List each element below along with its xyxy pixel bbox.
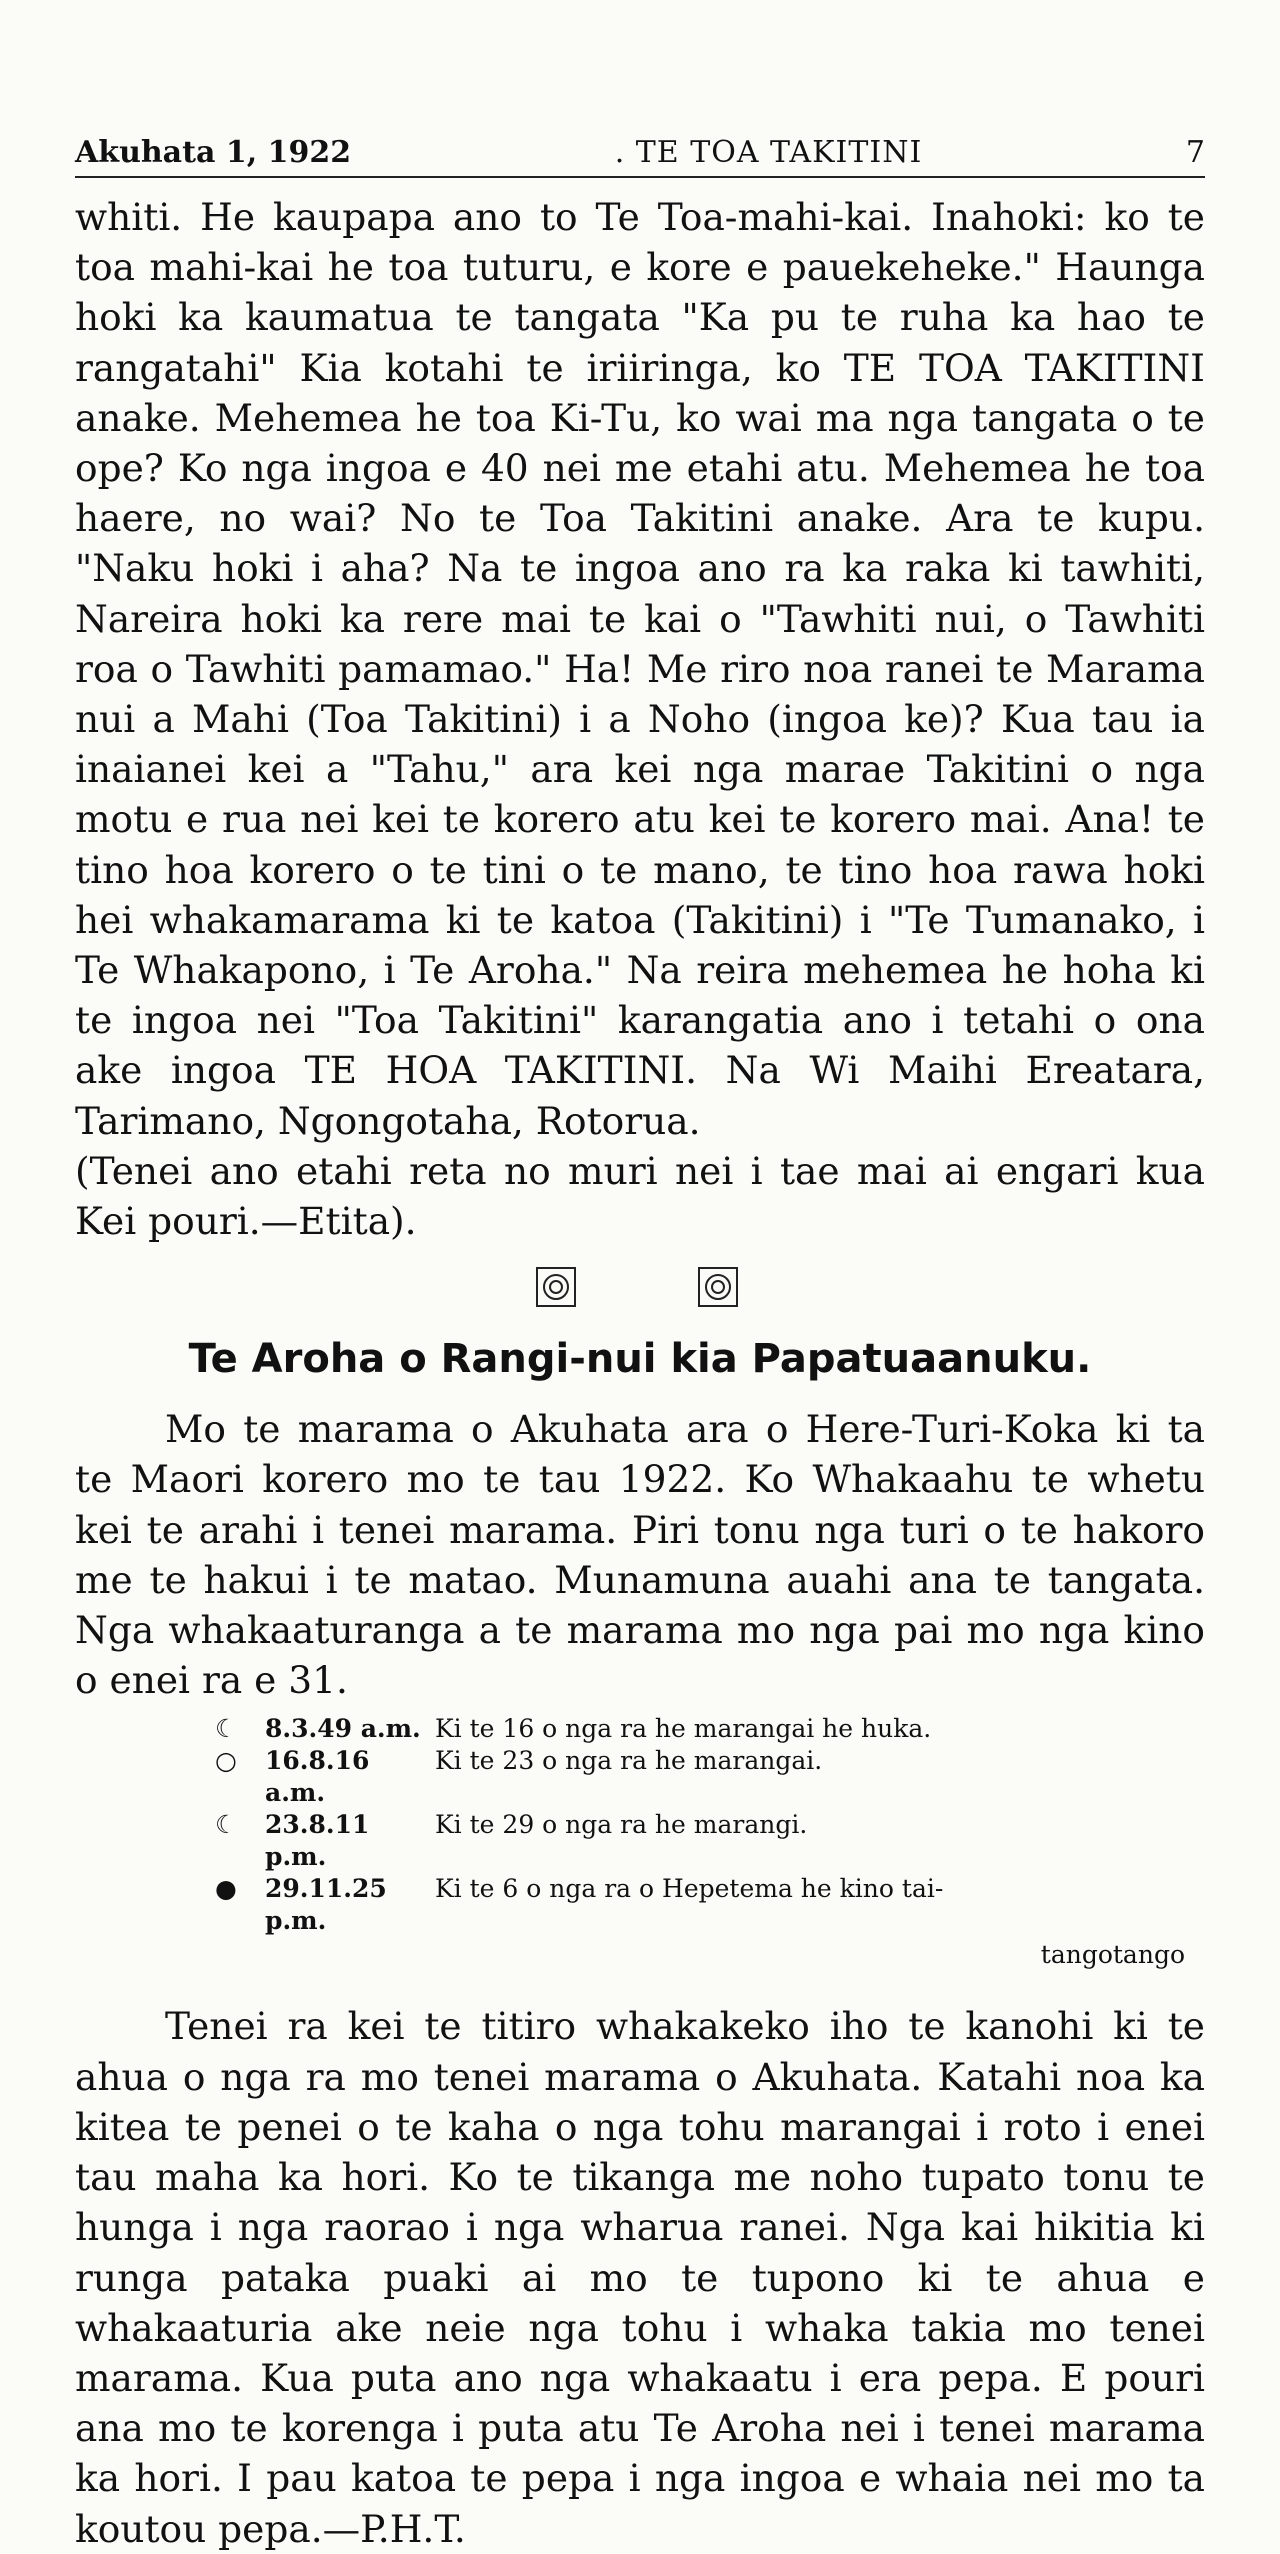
- moon-phase-desc: Ki te 23 o nga ra he marangai.: [435, 1746, 823, 1776]
- new-moon-icon: ●: [215, 1874, 237, 1904]
- moon-phase-time: 23.8.11 p.m.: [265, 1810, 370, 1872]
- moon-phase-desc: Ki te 16 o nga ra he marangai he huka.: [435, 1714, 932, 1744]
- page-number: 7: [1185, 135, 1205, 170]
- article-body: Tenei ra kei te titiro whakakeko iho te kanohi ki te ahua o nga ra mo tenei marama o Akuhata. Katahi noa ka kitea te penei o te kaha o nga tohu marangai i roto i enei tau maha ka hori. Ko te tikanga me noho tupato tonu te hunga i nga raorao i nga wharua ranei. Nga kai hikitia ki runga pataka puaki ai mo te tupono ki te ahua e whakaaturia ake neie nga tohu i whaka takia mo tenei marama. Kua puta ano nga whakaatu i era pepa. E pouri ana mo te korenga i puta atu Te Aroha nei i tenei marama ka hori. I pau katoa te pepa i nga ingoa e whaia nei mo ta koutou pepa.—P.H.T.: [75, 2004, 1205, 2551]
- newspaper-page: [75, 135, 1205, 2554]
- article-title: Te Aroha o Rangi-nui kia Papatuaanuku.: [188, 1336, 1092, 1383]
- first-quarter-moon-icon: ☾: [215, 1714, 238, 1744]
- issue-date: Akuhata 1, 1922: [75, 135, 352, 170]
- article-intro: Mo te marama o Akuhata ara o Here-Turi-Koka ki ta te Maori korero mo te tau 1922. Ko Whakaahu te whetu kei te arahi i tenei marama. Piri tonu nga turi o te hakoro me te hakui i te matao. Munamuna auahi ana te tangata. Nga whakaaturanga a te marama mo nga pai mo nga kino o enei ra e 31.: [75, 1407, 1205, 1703]
- last-quarter-moon-icon: ☾: [215, 1810, 238, 1840]
- ornament-icon: [535, 1266, 577, 1308]
- moon-phase-time: 16.8.16 a.m.: [265, 1746, 370, 1808]
- moon-phase-table: [215, 1713, 1205, 1971]
- moon-phase-row: [215, 1809, 1205, 1873]
- moon-phase-desc: Ki te 6 o nga ra o Hepetema he kino tai-: [435, 1874, 944, 1904]
- full-moon-icon: ○: [215, 1746, 237, 1776]
- letter-paragraph: whiti. He kaupapa ano to Te Toa-mahi-kai. Inahoki: ko te toa mahi-kai he toa tuturu, e kore e pauekeheke." Haunga hoki ka kaumatua te tangata "Ka pu te ruha ka hao te rangatahi" Kia kotahi te iriiringa, ko TE TOA TAKITINI anake. Mehemea he toa Ki-Tu, ko wai ma nga tangata o te ope? Ko nga ingoa e 40 nei me etahi atu. Mehemea he toa haere, no wai? No te Toa Takitini anake. Ara te kupu. "Naku hoki i aha? Na te ingoa ano ra ka raka ki tawhiti, Nareira hoki ka rere mai te kai o "Tawhiti nui, o Tawhiti roa o Tawhiti pamamao." Ha! Me riro noa ranei te Marama nui a Mahi (Toa Takitini) i a Noho (ingoa ke)? Kua tau ia inaianei kei a "Tahu," ara kei nga marae Takitini o nga motu e rua nei kei te korero atu kei te korero mai. Ana! te tino hoa korero o te tini o te mano, te tino hoa rawa hoki hei whakamarama ki te katoa (Takitini) i "Te Tumanako, i Te Whakapono, i Te Aroha." Na reira mehemea he hoha ki te ingoa nei "Toa Takitini" karangatia ano i tetahi o ona ake ingoa TE HOA TAKITINI. Na Wi Maihi Ereatara, Tarimano, Ngongotaha, Rotorua.: [75, 195, 1205, 1143]
- editor-note: (Tenei ano etahi reta no muri nei i tae mai ai engari kua Kei pouri.—Etita).: [75, 1148, 1205, 1244]
- moon-phase-row: [215, 1713, 1205, 1745]
- moon-phase-desc: Ki te 29 o nga ra he marangi.: [435, 1810, 808, 1840]
- moon-phase-row: [215, 1873, 1205, 1937]
- masthead: . TE TOA TAKITINI: [614, 135, 923, 170]
- page-header: [75, 135, 1205, 178]
- ornament-icon: [697, 1266, 739, 1308]
- moon-phase-time: 8.3.49 a.m.: [265, 1714, 421, 1744]
- moon-phase-row: [215, 1745, 1205, 1809]
- moon-phase-continuation: tangotango: [1040, 1940, 1185, 1970]
- ornament-row: [75, 1266, 1205, 1308]
- moon-phase-time: 29.11.25 p.m.: [265, 1874, 387, 1936]
